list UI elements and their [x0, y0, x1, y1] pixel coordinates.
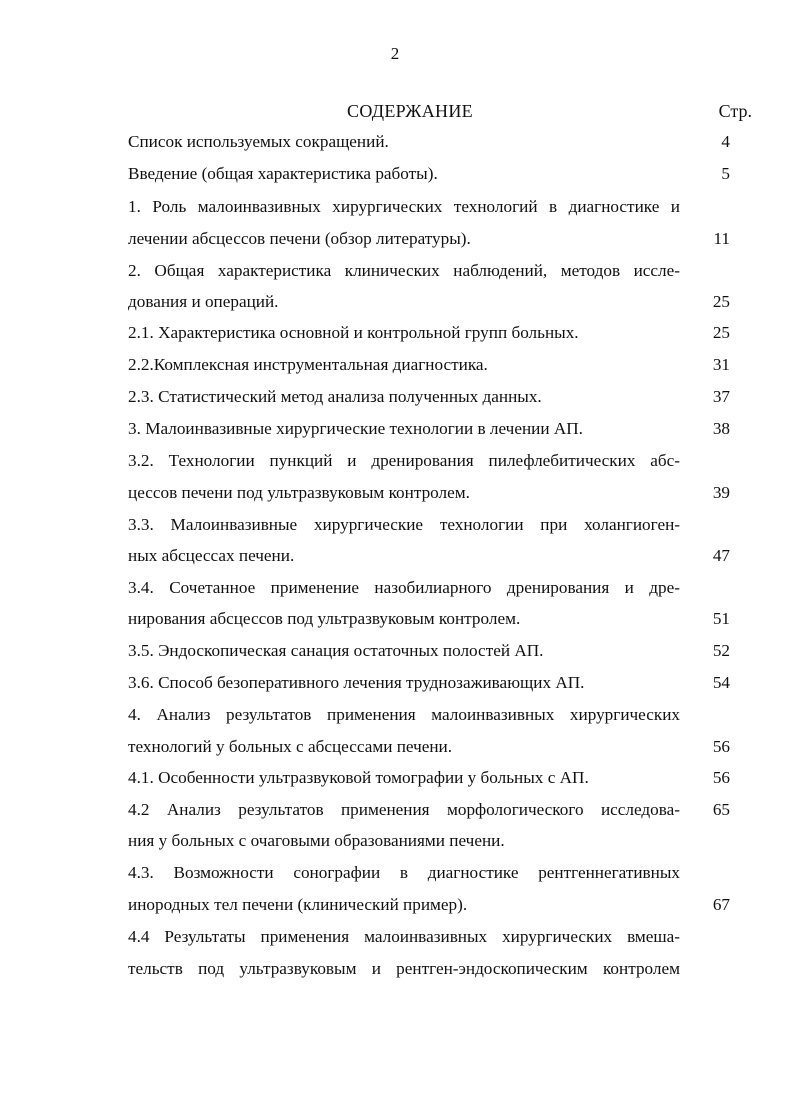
toc-page-number: 4 — [721, 132, 730, 151]
toc-page-number: 31 — [712, 355, 730, 374]
toc-line: 4.4 Результаты применения малоинвазивных хирургических вмеша- — [128, 927, 680, 946]
toc-page-number: 39 — [712, 483, 730, 502]
toc-page-number: 67 — [712, 895, 730, 914]
toc-line: нирования абсцессов под ультразвуковым контролем. — [128, 609, 521, 628]
toc-page-number: 51 — [712, 609, 730, 628]
toc-line: 2. Общая характеристика клинических наблюдений, методов иссле- — [128, 261, 680, 280]
toc-page-number: 56 — [712, 768, 730, 787]
toc-line: 4. Анализ результатов применения малоинвазивных хирургических — [128, 705, 680, 724]
toc-line: 4.3. Возможности сонографии в диагностике рентгеннегативных — [128, 863, 680, 882]
toc-line: 3.4. Сочетанное применение назобилиарного дренирования и дре- — [128, 578, 680, 597]
toc-line: Список используемых сокращений. — [128, 132, 389, 151]
toc-line: Введение (общая характеристика работы). — [128, 164, 438, 183]
toc-line: 3.2. Технологии пункций и дренирования пилефлебитических абс- — [128, 451, 680, 470]
toc-page-number: 47 — [712, 546, 730, 565]
toc-line: 2.2.Комплексная инструментальная диагностика. — [128, 355, 488, 374]
toc-page-number: 5 — [721, 164, 730, 183]
toc-line: технологий у больных с абсцессами печени. — [128, 737, 453, 756]
toc-page-column-header: Стр. — [718, 101, 752, 121]
toc-page-number: 56 — [712, 737, 730, 756]
toc-page-number: 52 — [712, 641, 730, 660]
toc-page-number: 11 — [713, 229, 730, 248]
toc-line: 4.2 Анализ результатов применения морфологического исследова- — [128, 800, 680, 819]
toc-line: 3. Малоинвазивные хирургические технологии в лечении АП. — [128, 419, 583, 438]
toc-line: 4.1. Особенности ультразвуковой томографии у больных с АП. — [128, 768, 589, 787]
toc-page-number: 54 — [712, 673, 730, 692]
toc-line: лечении абсцессов печени (обзор литературы). — [128, 229, 471, 248]
toc-page-number: 38 — [712, 419, 730, 438]
toc-page-number: 65 — [712, 800, 730, 819]
toc-line: 3.6. Способ безоперативного лечения труднозаживающих АП. — [128, 673, 585, 692]
toc-page-number: 25 — [712, 323, 730, 342]
toc-line: 2.1. Характеристика основной и контрольной групп больных. — [128, 323, 579, 342]
toc-title: СОДЕРЖАНИЕ — [347, 101, 473, 121]
toc-line: инородных тел печени (клинический пример). — [128, 895, 468, 914]
toc-line: цессов печени под ультразвуковым контролем. — [128, 483, 470, 502]
toc-line: 3.5. Эндоскопическая санация остаточных полостей АП. — [128, 641, 544, 660]
toc-line: тельств под ультразвуковым и рентген-эндоскопическим контролем — [128, 959, 680, 978]
toc-line: ния у больных с очаговыми образованиями печени. — [128, 831, 505, 850]
page-number: 2 — [390, 44, 400, 63]
toc-line: ных абсцессах печени. — [128, 546, 295, 565]
toc-page-number: 25 — [712, 292, 730, 311]
toc-line: 2.3. Статистический метод анализа полученных данных. — [128, 387, 542, 406]
toc-line: 3.3. Малоинвазивные хирургические технологии при холангиоген- — [128, 515, 680, 534]
toc-line: 1. Роль малоинвазивных хирургических технологий в диагностике и — [128, 197, 680, 216]
toc-line: дования и операций. — [128, 292, 279, 311]
toc-page-number: 37 — [712, 387, 730, 406]
